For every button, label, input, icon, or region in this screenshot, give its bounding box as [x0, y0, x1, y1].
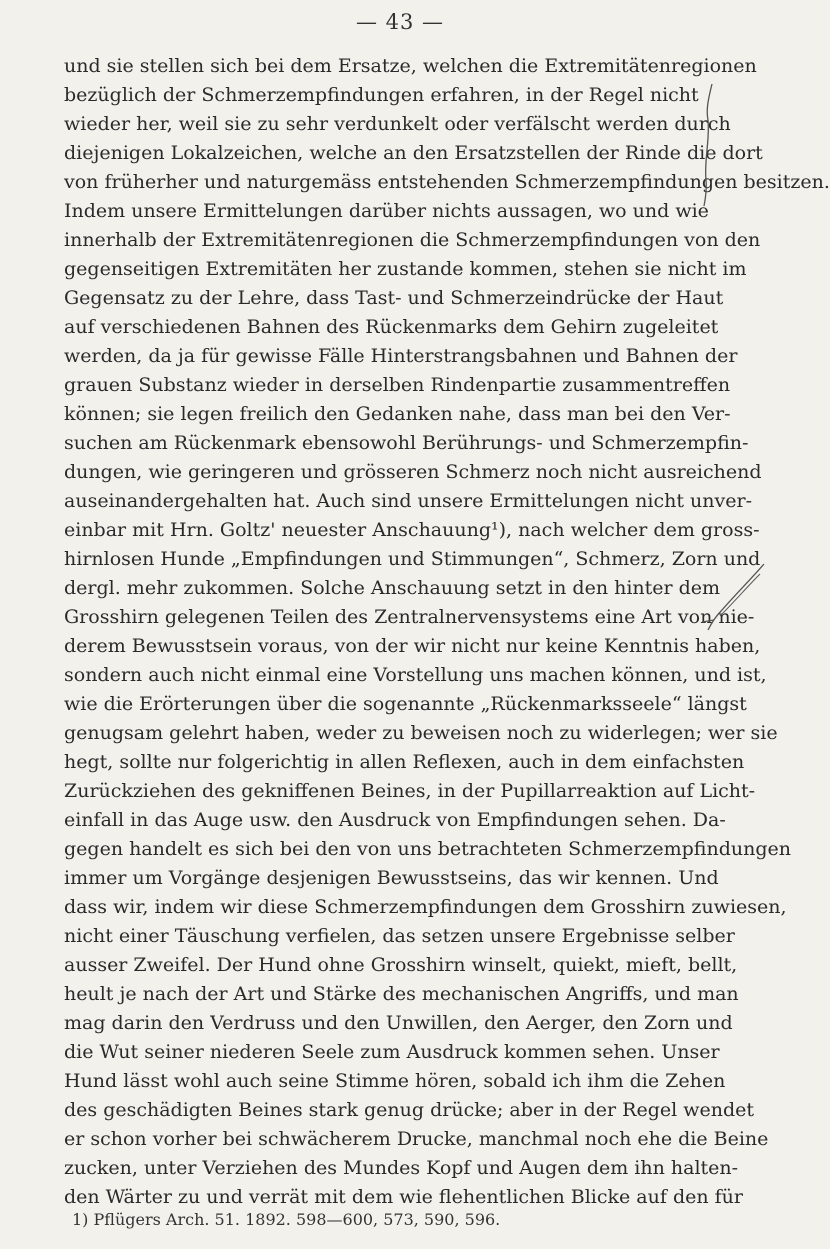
text-line: sondern auch nicht einmal eine Vorstellung uns machen können, und ist,: [64, 664, 767, 686]
text-line: auf verschiedenen Bahnen des Rückenmarks dem Gehirn zugeleitet: [64, 316, 719, 338]
text-line: einfall in das Auge usw. den Ausdruck von Empfindungen sehen. Da-: [64, 809, 726, 831]
text-line: heult je nach der Art und Stärke des mechanischen Angriffs, und man: [64, 983, 739, 1005]
text-line: wieder her, weil sie zu sehr verdunkelt oder verfälscht werden durch: [64, 113, 731, 135]
text-line: dungen, wie geringeren und grösseren Schmerz noch nicht ausreichend: [64, 461, 762, 483]
text-line: und sie stellen sich bei dem Ersatze, welchen die Extremitätenregionen: [64, 55, 757, 77]
text-line: er schon vorher bei schwächerem Drucke, manchmal noch ehe die Beine: [64, 1128, 769, 1150]
text-line: dass wir, indem wir diese Schmerzempfindungen dem Grosshirn zuwiesen,: [64, 896, 787, 918]
body-text: [64, 52, 830, 1212]
text-line: auseinandergehalten hat. Auch sind unsere Ermittelungen nicht unver-: [64, 490, 752, 512]
text-line: werden, da ja für gewisse Fälle Hinterstrangsbahnen und Bahnen der: [64, 345, 738, 367]
text-line: diejenigen Lokalzeichen, welche an den Ersatzstellen der Rinde die dort: [64, 142, 763, 164]
text-line: können; sie legen freilich den Gedanken nahe, dass man bei den Ver-: [64, 403, 731, 425]
text-line: von früherher und naturgemäss entstehenden Schmerzempfindungen besitzen.: [64, 171, 830, 193]
text-line: Hund lässt wohl auch seine Stimme hören, sobald ich ihm die Zehen: [64, 1070, 726, 1092]
text-line: nicht einer Täuschung verfielen, das setzen unsere Ergebnisse selber: [64, 925, 735, 947]
text-line: einbar mit Hrn. Goltz' neuester Anschauung¹), nach welcher dem gross-: [64, 519, 760, 541]
text-line: Indem unsere Ermittelungen darüber nichts aussagen, wo und wie: [64, 200, 709, 222]
text-line: grauen Substanz wieder in derselben Rindenpartie zusammentreffen: [64, 374, 731, 396]
text-line: Grosshirn gelegenen Teilen des Zentralnervensystems eine Art von nie-: [64, 606, 755, 628]
text-line: derem Bewusstsein voraus, von der wir nicht nur keine Kenntnis haben,: [64, 635, 761, 657]
text-line: bezüglich der Schmerzempfindungen erfahren, in der Regel nicht: [64, 84, 699, 106]
text-line: gegen handelt es sich bei den von uns betrachteten Schmerzempfindungen: [64, 838, 791, 860]
page-number: — 43 —: [355, 10, 445, 34]
text-line: des geschädigten Beines stark genug drücke; aber in der Regel wendet: [64, 1099, 755, 1121]
text-line: genugsam gelehrt haben, weder zu beweisen noch zu widerlegen; wer sie: [64, 722, 778, 744]
text-line: mag darin den Verdruss und den Unwillen, den Aerger, den Zorn und: [64, 1012, 733, 1034]
text-line: zucken, unter Verziehen des Mundes Kopf und Augen dem ihn halten-: [64, 1157, 739, 1179]
text-line: Zurückziehen des gekniffenen Beines, in der Pupillarreaktion auf Licht-: [64, 780, 756, 802]
text-line: innerhalb der Extremitätenregionen die Schmerzempfindungen von den: [64, 229, 761, 251]
text-line: ausser Zweifel. Der Hund ohne Grosshirn winselt, quiekt, mieft, bellt,: [64, 954, 738, 976]
text-line: hegt, sollte nur folgerichtig in allen Reflexen, auch in dem einfachsten: [64, 751, 745, 773]
text-line: wie die Erörterungen über die sogenannte „Rückenmarksseele“ längst: [64, 693, 747, 715]
text-line: hirnlosen Hunde „Empfindungen und Stimmungen“, Schmerz, Zorn und: [64, 548, 761, 570]
text-line: gegenseitigen Extremitäten her zustande kommen, stehen sie nicht im: [64, 258, 747, 280]
text-line: dergl. mehr zukommen. Solche Anschauung setzt in den hinter dem: [64, 577, 721, 599]
text-line: suchen am Rückenmark ebensowohl Berührungs- und Schmerzempfin-: [64, 432, 749, 454]
text-line: immer um Vorgänge desjenigen Bewusstseins, das wir kennen. Und: [64, 867, 719, 889]
text-line: Gegensatz zu der Lehre, dass Tast- und Schmerzeindrücke der Haut: [64, 287, 724, 309]
footnote: 1) Pflügers Arch. 51. 1892. 598—600, 573, 590, 596.: [72, 1210, 501, 1229]
text-line: den Wärter zu und verrät mit dem wie flehentlichen Blicke auf den für: [64, 1186, 743, 1208]
text-line: die Wut seiner niederen Seele zum Ausdruck kommen sehen. Unser: [64, 1041, 720, 1063]
